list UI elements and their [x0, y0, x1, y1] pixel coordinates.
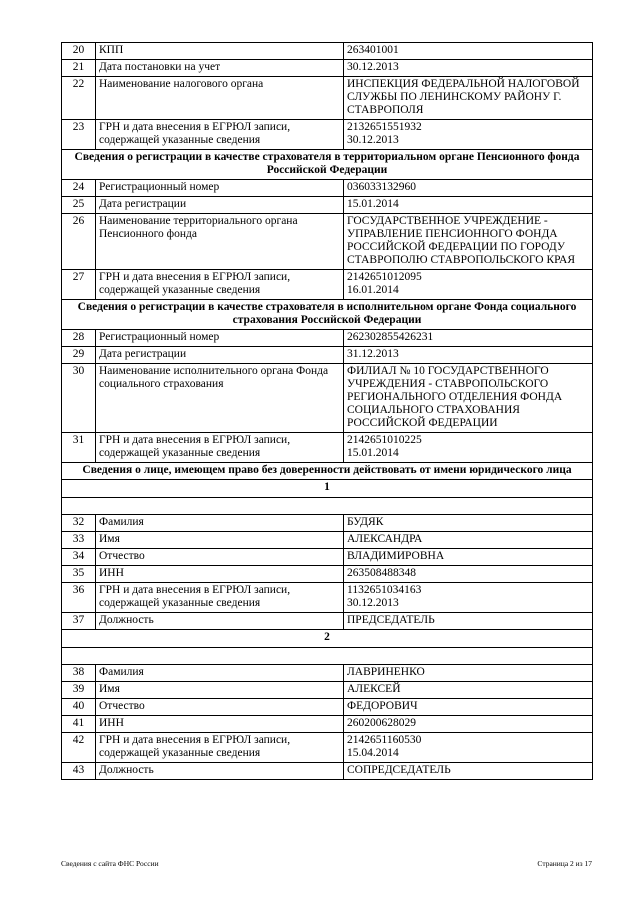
- row-number: 36: [62, 583, 96, 613]
- table-row: [62, 532, 593, 549]
- row-label: Отчество: [96, 549, 344, 566]
- table-row: [62, 699, 593, 716]
- row-label: Регистрационный номер: [96, 180, 344, 197]
- row-number: 41: [62, 716, 96, 733]
- table-row: [62, 515, 593, 532]
- table-row: [62, 120, 593, 150]
- row-value: ИНСПЕКЦИЯ ФЕДЕРАЛЬНОЙ НАЛОГОВОЙ СЛУЖБЫ ПО ЛЕНИНСКОМУ РАЙОНУ Г. СТАВРОПОЛЯ: [344, 77, 593, 120]
- row-value: ВЛАДИМИРОВНА: [344, 549, 593, 566]
- row-number: 20: [62, 43, 96, 60]
- row-label: Имя: [96, 532, 344, 549]
- row-number: 43: [62, 763, 96, 780]
- row-number: 21: [62, 60, 96, 77]
- row-value: ПРЕДСЕДАТЕЛЬ: [344, 613, 593, 630]
- blank-row: [62, 498, 593, 515]
- row-number: 32: [62, 515, 96, 532]
- row-number: 33: [62, 532, 96, 549]
- table-row: [62, 347, 593, 364]
- row-label: Фамилия: [96, 515, 344, 532]
- row-label: ИНН: [96, 716, 344, 733]
- row-number: 26: [62, 214, 96, 270]
- row-number: 34: [62, 549, 96, 566]
- row-number: 24: [62, 180, 96, 197]
- section-header-row: [62, 300, 593, 330]
- row-value: 2142651010225 15.01.2014: [344, 433, 593, 463]
- table-row: [62, 583, 593, 613]
- person-index-row: [62, 630, 593, 648]
- table-row: [62, 763, 593, 780]
- row-number: 31: [62, 433, 96, 463]
- row-value: 2142651012095 16.01.2014: [344, 270, 593, 300]
- table-row: [62, 549, 593, 566]
- table-row: [62, 613, 593, 630]
- row-number: 27: [62, 270, 96, 300]
- person-index: 2: [62, 630, 593, 648]
- registry-table-body: [62, 43, 593, 780]
- row-value: 2142651160530 15.04.2014: [344, 733, 593, 763]
- section-header-row: [62, 150, 593, 180]
- section-header: Сведения о лице, имеющем право без доверенности действовать от имени юридического лица: [62, 463, 593, 480]
- table-row: [62, 665, 593, 682]
- table-row: [62, 682, 593, 699]
- row-value: СОПРЕДСЕДАТЕЛЬ: [344, 763, 593, 780]
- table-row: [62, 433, 593, 463]
- row-label: ГРН и дата внесения в ЕГРЮЛ записи, содержащей указанные сведения: [96, 120, 344, 150]
- registry-extract-table: [61, 42, 593, 780]
- table-row: [62, 43, 593, 60]
- row-value: 262302855426231: [344, 330, 593, 347]
- row-number: 30: [62, 364, 96, 433]
- row-number: 35: [62, 566, 96, 583]
- footer-source: Сведения с сайта ФНС России: [61, 859, 159, 868]
- table-row: [62, 197, 593, 214]
- row-label: Фамилия: [96, 665, 344, 682]
- table-row: [62, 364, 593, 433]
- section-header: Сведения о регистрации в качестве страхователя в территориальном органе Пенсионного фонда Российской Федерации: [62, 150, 593, 180]
- row-label: Должность: [96, 763, 344, 780]
- row-value: 260200628029: [344, 716, 593, 733]
- table-row: [62, 60, 593, 77]
- table-row: [62, 566, 593, 583]
- table-row: [62, 330, 593, 347]
- row-number: 42: [62, 733, 96, 763]
- row-label: ИНН: [96, 566, 344, 583]
- row-label: ГРН и дата внесения в ЕГРЮЛ записи, содержащей указанные сведения: [96, 583, 344, 613]
- row-label: КПП: [96, 43, 344, 60]
- row-label: Дата постановки на учет: [96, 60, 344, 77]
- person-index-row: [62, 480, 593, 498]
- table-row: [62, 270, 593, 300]
- row-number: 39: [62, 682, 96, 699]
- row-value: 263508488348: [344, 566, 593, 583]
- row-value: АЛЕКСЕЙ: [344, 682, 593, 699]
- section-header-row: [62, 463, 593, 480]
- row-value: АЛЕКСАНДРА: [344, 532, 593, 549]
- row-label: Наименование исполнительного органа Фонда социального страхования: [96, 364, 344, 433]
- table-row: [62, 180, 593, 197]
- row-value: БУДЯК: [344, 515, 593, 532]
- row-value: 2132651551932 30.12.2013: [344, 120, 593, 150]
- row-label: ГРН и дата внесения в ЕГРЮЛ записи, содержащей указанные сведения: [96, 733, 344, 763]
- footer-page-number: Страница 2 из 17: [537, 859, 592, 868]
- row-label: Наименование территориального органа Пенсионного фонда: [96, 214, 344, 270]
- row-number: 23: [62, 120, 96, 150]
- row-number: 40: [62, 699, 96, 716]
- table-row: [62, 214, 593, 270]
- table-row: [62, 733, 593, 763]
- section-header: Сведения о регистрации в качестве страхователя в исполнительном органе Фонда социального страхования Российской Федерации: [62, 300, 593, 330]
- row-value: 31.12.2013: [344, 347, 593, 364]
- row-label: Наименование налогового органа: [96, 77, 344, 120]
- row-value: ФЕДОРОВИЧ: [344, 699, 593, 716]
- table-row: [62, 716, 593, 733]
- row-label: Дата регистрации: [96, 347, 344, 364]
- row-number: 37: [62, 613, 96, 630]
- row-number: 25: [62, 197, 96, 214]
- blank-row: [62, 648, 593, 665]
- table-row: [62, 77, 593, 120]
- blank-cell: [62, 498, 593, 515]
- row-label: Регистрационный номер: [96, 330, 344, 347]
- row-label: Дата регистрации: [96, 197, 344, 214]
- row-value: 263401001: [344, 43, 593, 60]
- row-value: 1132651034163 30.12.2013: [344, 583, 593, 613]
- row-label: Должность: [96, 613, 344, 630]
- row-value: ЛАВРИНЕНКО: [344, 665, 593, 682]
- person-index: 1: [62, 480, 593, 498]
- row-value: 30.12.2013: [344, 60, 593, 77]
- row-value: ФИЛИАЛ № 10 ГОСУДАРСТВЕННОГО УЧРЕЖДЕНИЯ - СТАВРОПОЛЬСКОГО РЕГИОНАЛЬНОГО ОТДЕЛЕНИЯ ФОНДА СОЦИАЛЬНОГО СТРАХОВАНИЯ РОССИЙСКОЙ ФЕДЕРАЦИИ: [344, 364, 593, 433]
- blank-cell: [62, 648, 593, 665]
- row-label: Имя: [96, 682, 344, 699]
- row-number: 22: [62, 77, 96, 120]
- row-value: ГОСУДАРСТВЕННОЕ УЧРЕЖДЕНИЕ - УПРАВЛЕНИЕ ПЕНСИОННОГО ФОНДА РОССИЙСКОЙ ФЕДЕРАЦИИ ПО ГОРОДУ СТАВРОПОЛЮ СТАВРОПОЛЬСКОГО КРАЯ: [344, 214, 593, 270]
- row-number: 38: [62, 665, 96, 682]
- row-label: Отчество: [96, 699, 344, 716]
- row-number: 28: [62, 330, 96, 347]
- row-label: ГРН и дата внесения в ЕГРЮЛ записи, содержащей указанные сведения: [96, 433, 344, 463]
- row-label: ГРН и дата внесения в ЕГРЮЛ записи, содержащей указанные сведения: [96, 270, 344, 300]
- row-number: 29: [62, 347, 96, 364]
- row-value: 15.01.2014: [344, 197, 593, 214]
- row-value: 036033132960: [344, 180, 593, 197]
